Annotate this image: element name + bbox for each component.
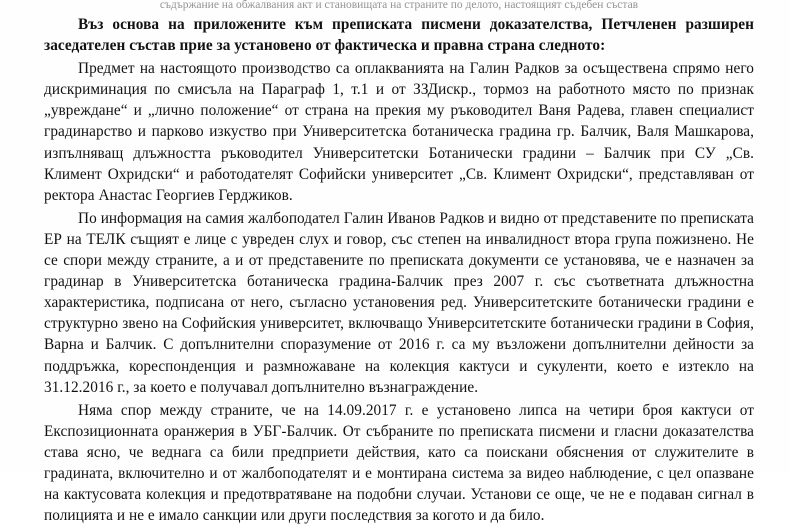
paragraph-information: По информация на самия жалбоподател Галин Иванов Радков и видно от представените по преписката ЕР на ТЕЛК същият е лице с увреден слух и говор, със степен на инвалидност втора група пожизнено. Не се спори между страните, а и от представените по преписката документи се установява, че е назначен за градинар в Университетска ботаническа градина-Балчик през 2007 г. със съответната длъжностна характеристика, подписана от него, съгласно установения ред. Университетските ботанически градини е структурно звено на Софийския университет, включващо Университетските ботанически градини в София, Варна и Балчик. С допълнителни споразумение от 2016 г. са му възложени допълнителни дейности за поддръжка, кореспонденция и размножаване на колекция кактуси и сукуленти, което е изтекло на 31.12.2016 г., за което е получавал допълнително възнаграждение. bbox=[44, 209, 754, 396]
document-body bbox=[44, 0, 754, 526]
paragraph-subject: Предмет на настоящото производство са оплакванията на Галин Радков за осъществена спрямо него дискриминация по смисъла на Параграф 1, т.1 и от ЗЗДискр., тормоз на работното място по признак „увреждане“ и „лично положение“ от страна на прекия му ръководител Ваня Радева, главен специалист градинарство и парково изкуство при Университетска ботаническа градина гр. Балчик, Валя Машкарова, изпълняващ длъжността ръководител Университетски Ботанически градини – Балчик при СУ „Св. Климент Охридски“ и работодателят Софийски университет „Св. Климент Охридски“, представляван от ректора Анастас Георгиев Герджиков. bbox=[44, 60, 754, 204]
cut-off-top-line: съдържание на обжалвания акт и становищата на страните по делото, настоящият съдебен състав bbox=[159, 0, 639, 11]
paragraph-dispute: Няма спор между страните, че на 14.09.2017 г. е установено липса на четири броя кактуси от Експозиционната оранжерия в УБГ-Балчик. От събраните по преписката писмени и гласни доказателства става ясно, че веднага са били предприети действия, като са поискани обяснения от служителите в градината, включително и от жалбоподателят и е монтирана система за видео наблюдение, с цел опазване на кактусовата колекция и предотвратяване на подобни случаи. Установи се още, че не е подаван сигнал в полицията и не е имало санкции или други последствия за когото и да било. bbox=[44, 401, 754, 525]
paragraph-intro-bold: Въз основа на приложените към преписката писмени доказателства, Петчленен разширен заседателен състав прие за установено от фактическа и правна страна следното: bbox=[44, 16, 754, 55]
